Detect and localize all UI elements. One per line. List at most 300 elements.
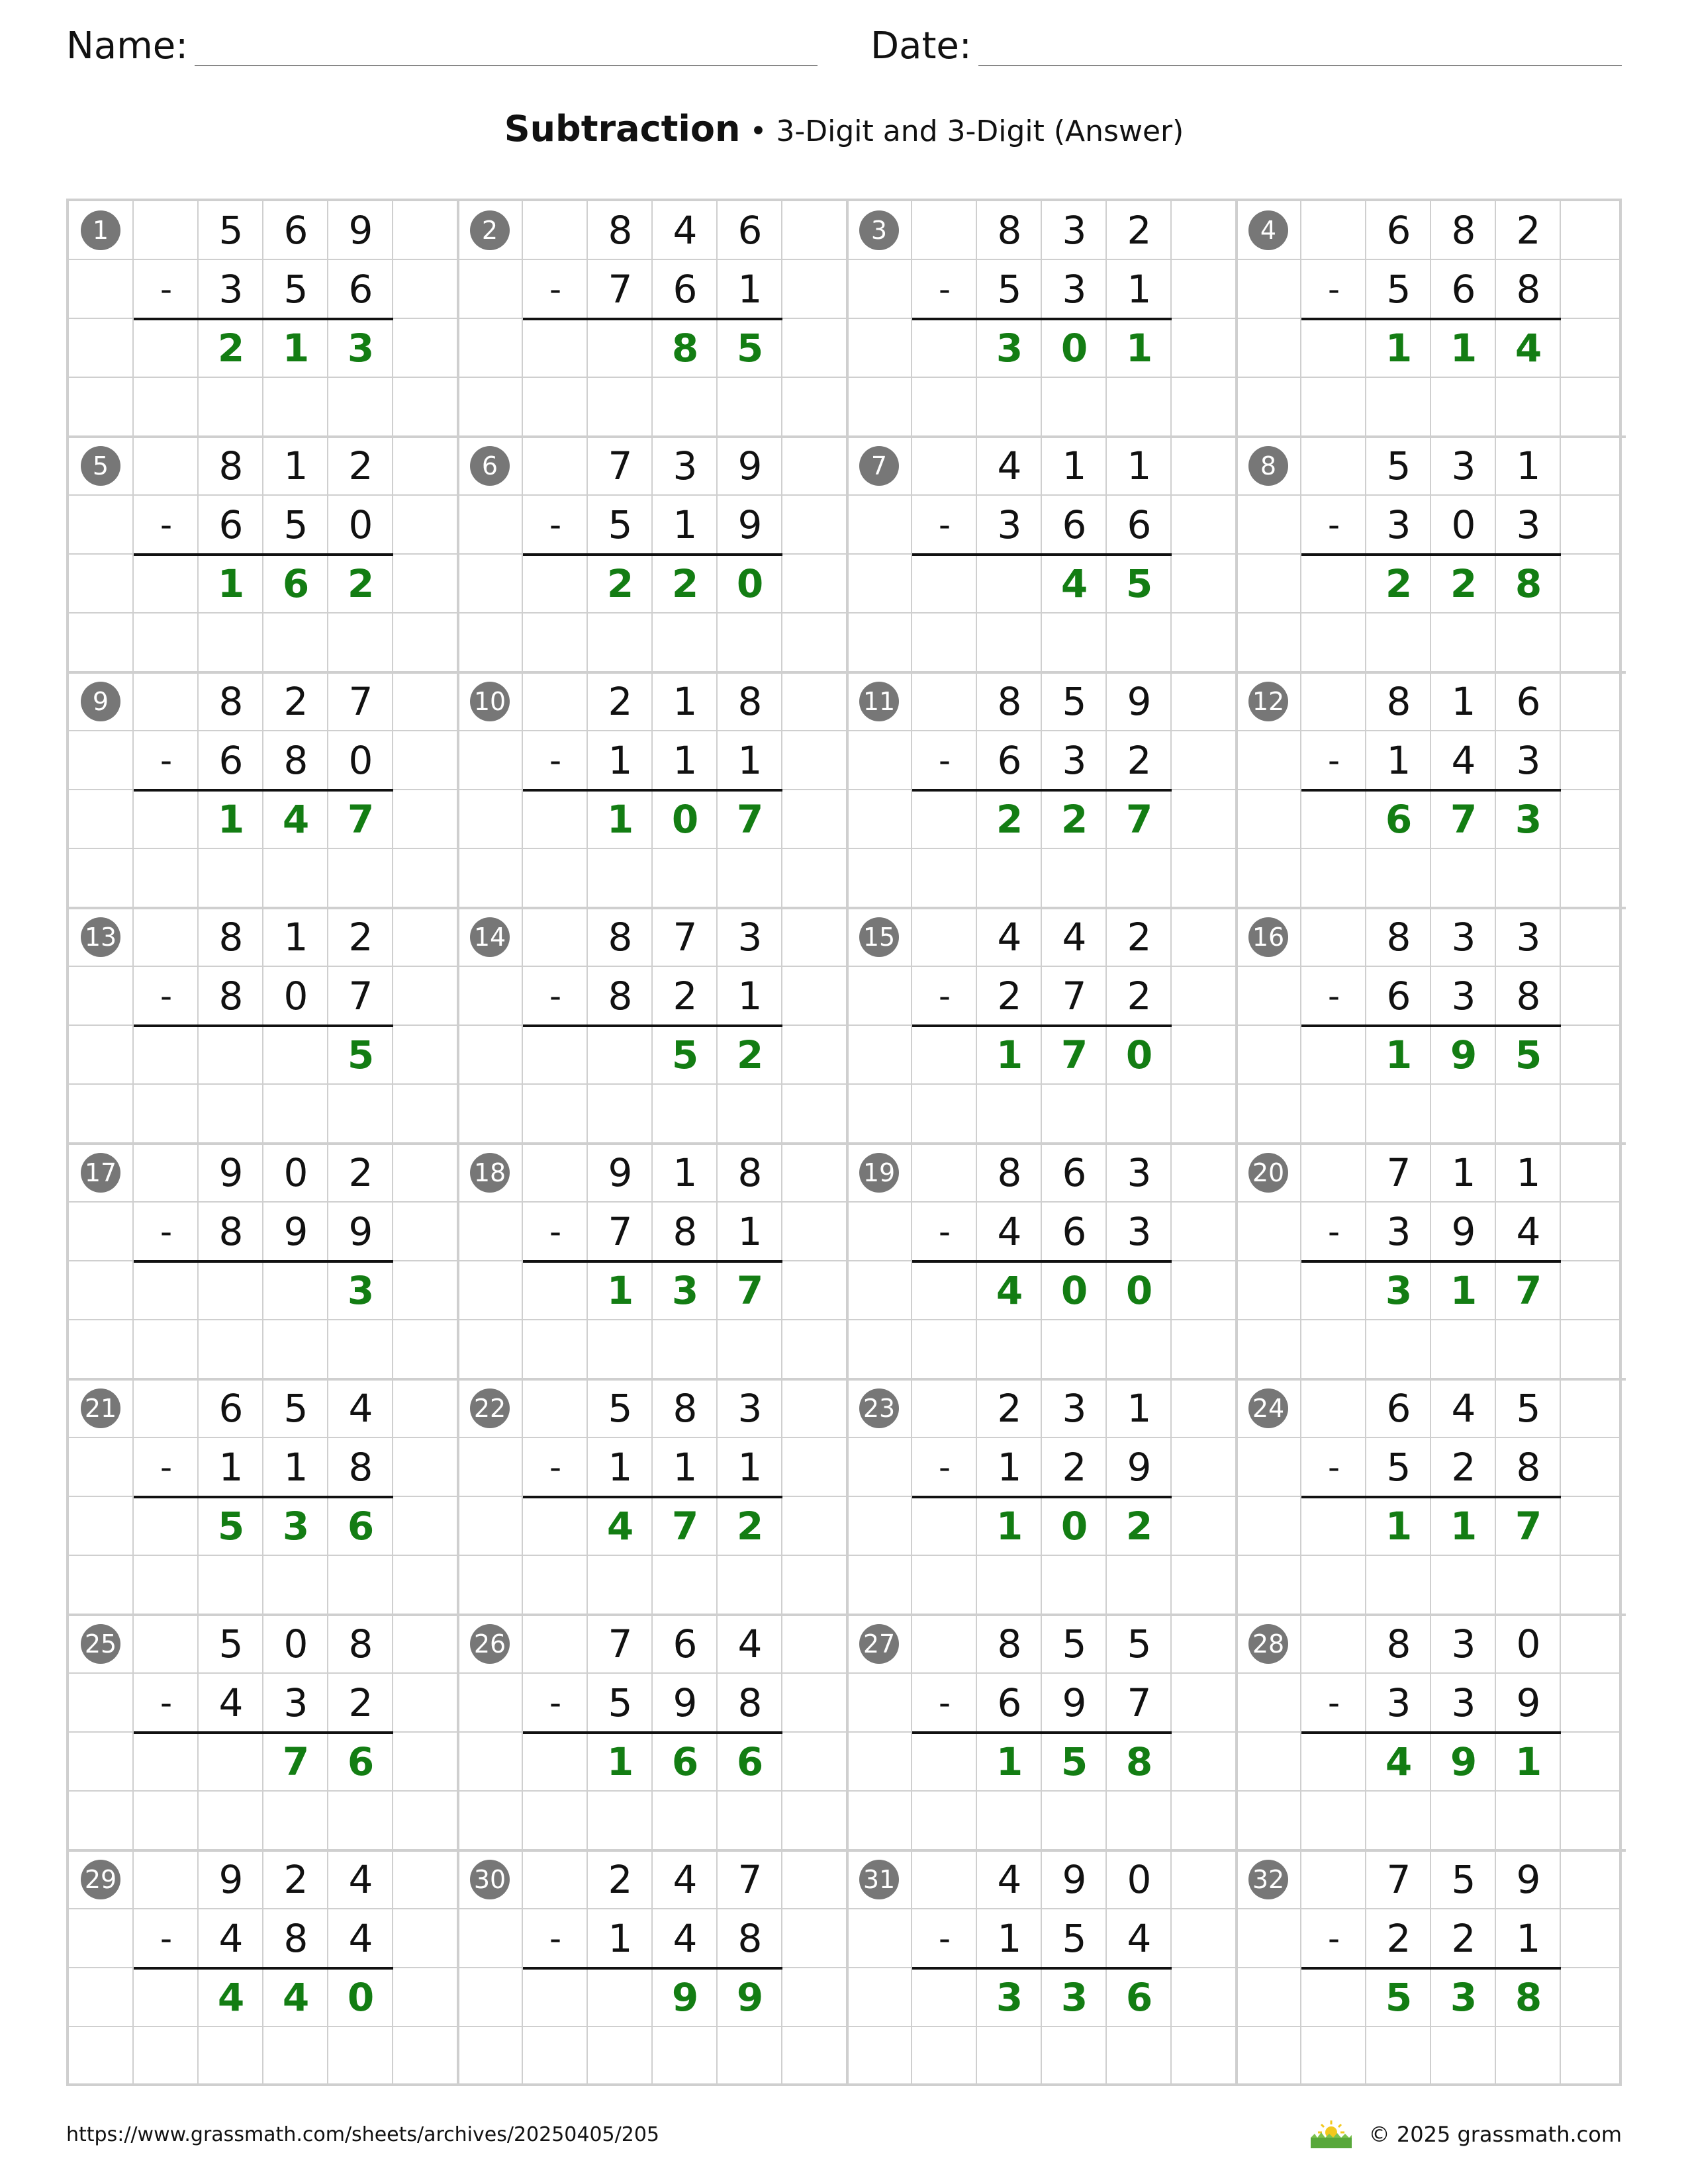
- answer-digit: 3: [347, 1268, 375, 1313]
- minuend-digit: 8: [1451, 208, 1476, 253]
- minuend-digit: 8: [608, 208, 633, 253]
- answer-digit: 5: [1125, 561, 1153, 606]
- problem-number-badge: 14: [470, 917, 510, 957]
- minus-sign: -: [938, 270, 951, 308]
- minuend-digit: 5: [218, 1621, 244, 1666]
- problem-number-badge: 21: [81, 1388, 120, 1428]
- subtrahend-digit: 3: [1516, 502, 1541, 547]
- subtrahend-digit: 4: [1127, 1916, 1152, 1961]
- answer-line: [912, 1260, 1172, 1263]
- answer-digit: 1: [996, 1504, 1023, 1549]
- subtrahend-digit: 8: [218, 1209, 244, 1254]
- subtrahend-digit: 8: [1516, 974, 1541, 1019]
- answer-digit: 1: [217, 797, 245, 842]
- answer-line: [523, 1024, 782, 1027]
- minus-sign: -: [549, 270, 562, 308]
- answer-digit: 1: [1385, 326, 1413, 371]
- answer-line: [912, 318, 1172, 320]
- subtrahend-digit: 3: [1386, 1209, 1411, 1254]
- answer-digit: 9: [736, 1975, 764, 2020]
- answer-digit: 5: [347, 1032, 375, 1077]
- minuend-digit: 8: [608, 915, 633, 960]
- date-field: [870, 20, 1622, 73]
- minus-sign: -: [938, 977, 951, 1015]
- subtrahend-digit: 5: [1062, 1916, 1087, 1961]
- subtrahend-digit: 2: [1451, 1916, 1476, 1961]
- minuend-digit: 9: [1127, 679, 1152, 724]
- answer-line: [1301, 553, 1561, 556]
- problem-number-badge: 12: [1248, 682, 1288, 721]
- answer-digit: 6: [347, 1504, 375, 1549]
- minuend-digit: 2: [608, 1857, 633, 1902]
- problem: [458, 672, 847, 908]
- minus-sign: -: [938, 741, 951, 780]
- footer-url: https://www.grassmath.com/sheets/archives/20250405/205: [66, 2123, 660, 2146]
- problem: [1237, 1144, 1626, 1379]
- answer-digit: 5: [671, 1032, 699, 1077]
- problem-number-badge: 32: [1248, 1860, 1288, 1899]
- answer-digit: 1: [1385, 1032, 1413, 1077]
- page-title: [0, 106, 1688, 161]
- answer-digit: 7: [736, 797, 764, 842]
- problem-divider: [846, 908, 849, 1144]
- minuend-digit: 3: [1516, 915, 1541, 960]
- minuend-digit: 5: [218, 208, 244, 253]
- subtrahend-digit: 8: [673, 1209, 698, 1254]
- minus-sign: -: [938, 1212, 951, 1251]
- minuend-digit: 4: [997, 443, 1022, 488]
- problem-number-badge: 25: [81, 1624, 120, 1664]
- answer-digit: 4: [1515, 326, 1542, 371]
- problem: [69, 437, 458, 672]
- subtrahend-digit: 6: [218, 738, 244, 783]
- problem-number-badge: 7: [859, 446, 899, 486]
- answer-digit: 1: [1515, 1739, 1542, 1784]
- answer-line: [523, 1496, 782, 1498]
- minuend-digit: 8: [218, 915, 244, 960]
- subtrahend-digit: 6: [1062, 502, 1087, 547]
- name-field: [66, 20, 818, 73]
- subtrahend-digit: 1: [608, 1445, 633, 1490]
- minuend-digit: 4: [348, 1857, 373, 1902]
- minus-sign: -: [160, 1684, 173, 1722]
- minuend-digit: 2: [997, 1386, 1022, 1431]
- problem: [1237, 437, 1626, 672]
- answer-digit: 1: [996, 1739, 1023, 1784]
- answer-line: [912, 789, 1172, 792]
- subtrahend-digit: 1: [608, 738, 633, 783]
- minus-sign: -: [1327, 1212, 1340, 1251]
- minuend-digit: 3: [1062, 208, 1087, 253]
- answer-digit: 2: [1385, 561, 1413, 606]
- answer-digit: 1: [1125, 326, 1153, 371]
- problem-number-badge: 15: [859, 917, 899, 957]
- problem-divider: [1235, 1144, 1238, 1379]
- answer-digit: 0: [1060, 1504, 1088, 1549]
- answer-digit: 2: [347, 561, 375, 606]
- minuend-digit: 1: [1516, 443, 1541, 488]
- problem-divider: [846, 1850, 849, 2086]
- minuend-digit: 7: [608, 1621, 633, 1666]
- problem-number-badge: 29: [81, 1860, 120, 1899]
- subtrahend-digit: 6: [997, 1680, 1022, 1725]
- subtrahend-digit: 6: [1062, 1209, 1087, 1254]
- minuend-digit: 4: [673, 1857, 698, 1902]
- answer-line: [1301, 1260, 1561, 1263]
- problem-divider: [457, 908, 459, 1144]
- answer-line: [523, 553, 782, 556]
- name-label: Name:: [66, 24, 189, 68]
- answer-line: [912, 1024, 1172, 1027]
- subtrahend-digit: 4: [348, 1916, 373, 1961]
- minuend-digit: 9: [608, 1150, 633, 1195]
- minuend-digit: 4: [348, 1386, 373, 1431]
- minuend-digit: 5: [1451, 1857, 1476, 1902]
- minuend-digit: 1: [283, 915, 308, 960]
- minuend-digit: 6: [1516, 679, 1541, 724]
- subtrahend-digit: 9: [1451, 1209, 1476, 1254]
- minus-sign: -: [549, 741, 562, 780]
- answer-digit: 6: [736, 1739, 764, 1784]
- answer-line: [134, 318, 393, 320]
- problem-number-badge: 18: [470, 1153, 510, 1193]
- subtrahend-digit: 1: [997, 1445, 1022, 1490]
- subtrahend-digit: 5: [608, 502, 633, 547]
- answer-digit: 7: [1515, 1504, 1542, 1549]
- worksheet-grid: [66, 199, 1622, 2086]
- problem-number-badge: 30: [470, 1860, 510, 1899]
- subtrahend-digit: 7: [608, 267, 633, 312]
- minuend-digit: 8: [1386, 1621, 1411, 1666]
- minus-sign: -: [160, 1212, 173, 1251]
- subtrahend-digit: 1: [737, 738, 763, 783]
- subtrahend-digit: 6: [218, 502, 244, 547]
- subtrahend-digit: 1: [737, 267, 763, 312]
- problem-number-badge: 11: [859, 682, 899, 721]
- minus-sign: -: [160, 270, 173, 308]
- minuend-digit: 2: [283, 1857, 308, 1902]
- answer-digit: 6: [671, 1739, 699, 1784]
- problem: [69, 1379, 458, 1615]
- minuend-digit: 8: [218, 443, 244, 488]
- minuend-digit: 6: [1386, 208, 1411, 253]
- minuend-digit: 5: [1062, 1621, 1087, 1666]
- answer-digit: 9: [671, 1975, 699, 2020]
- minuend-digit: 3: [737, 1386, 763, 1431]
- problem: [1237, 1615, 1626, 1850]
- subtrahend-digit: 8: [737, 1680, 763, 1725]
- subtrahend-digit: 4: [218, 1680, 244, 1725]
- minuend-digit: 0: [283, 1621, 308, 1666]
- footer-copyright: © 2025 grassmath.com: [1368, 2122, 1622, 2147]
- answer-line: [523, 789, 782, 792]
- subtrahend-digit: 1: [737, 1209, 763, 1254]
- problem-number-badge: 20: [1248, 1153, 1288, 1193]
- minus-sign: -: [549, 977, 562, 1015]
- minuend-digit: 6: [1062, 1150, 1087, 1195]
- problem-number-badge: 13: [81, 917, 120, 957]
- minuend-digit: 8: [737, 1150, 763, 1195]
- problem: [1237, 1850, 1626, 2086]
- problem-divider: [457, 1615, 459, 1850]
- problem-number-badge: 9: [81, 682, 120, 721]
- subtrahend-digit: 8: [1516, 1445, 1541, 1490]
- problem-number-badge: 19: [859, 1153, 899, 1193]
- minus-sign: -: [549, 1919, 562, 1958]
- problem-divider: [457, 437, 459, 672]
- problem-divider: [457, 1850, 459, 2086]
- subtrahend-digit: 8: [737, 1916, 763, 1961]
- footer-brand: [1308, 2118, 1622, 2151]
- answer-digit: 7: [1450, 797, 1477, 842]
- minuend-digit: 8: [997, 208, 1022, 253]
- date-line: [978, 20, 1622, 66]
- subtrahend-digit: 1: [283, 1445, 308, 1490]
- subtrahend-digit: 8: [283, 1916, 308, 1961]
- problem: [69, 1850, 458, 2086]
- answer-digit: 1: [282, 326, 310, 371]
- answer-digit: 4: [282, 797, 310, 842]
- subtrahend-digit: 1: [737, 974, 763, 1019]
- problem: [69, 1144, 458, 1379]
- subtrahend-digit: 6: [1451, 267, 1476, 312]
- subtrahend-digit: 1: [1127, 267, 1152, 312]
- minus-sign: -: [160, 977, 173, 1015]
- answer-digit: 7: [671, 1504, 699, 1549]
- answer-digit: 2: [217, 326, 245, 371]
- minuend-digit: 8: [737, 679, 763, 724]
- minuend-digit: 1: [1127, 1386, 1152, 1431]
- minuend-digit: 6: [737, 208, 763, 253]
- subtrahend-digit: 2: [673, 974, 698, 1019]
- minuend-digit: 0: [1127, 1857, 1152, 1902]
- answer-digit: 5: [1385, 1975, 1413, 2020]
- answer-digit: 3: [1515, 797, 1542, 842]
- subtrahend-digit: 2: [348, 1680, 373, 1725]
- answer-line: [523, 1731, 782, 1734]
- answer-digit: 8: [1515, 1975, 1542, 2020]
- answer-line: [523, 1260, 782, 1263]
- answer-line: [134, 1260, 393, 1263]
- answer-line: [912, 1496, 1172, 1498]
- minuend-digit: 6: [673, 1621, 698, 1666]
- answer-digit: 4: [282, 1975, 310, 2020]
- subtrahend-digit: 8: [608, 974, 633, 1019]
- answer-digit: 3: [1385, 1268, 1413, 1313]
- problem-divider: [1235, 1850, 1238, 2086]
- minuend-digit: 5: [1386, 443, 1411, 488]
- answer-digit: 9: [1450, 1739, 1477, 1784]
- minuend-digit: 2: [1127, 208, 1152, 253]
- problem-number-badge: 8: [1248, 446, 1288, 486]
- answer-line: [1301, 1731, 1561, 1734]
- answer-digit: 1: [606, 1268, 634, 1313]
- problem-divider: [846, 672, 849, 908]
- minuend-digit: 5: [608, 1386, 633, 1431]
- problem-divider: [457, 1379, 459, 1615]
- minuend-digit: 4: [1062, 915, 1087, 960]
- minuend-digit: 1: [1451, 1150, 1476, 1195]
- subtrahend-digit: 0: [348, 502, 373, 547]
- minuend-digit: 3: [1451, 1621, 1476, 1666]
- minuend-digit: 7: [608, 443, 633, 488]
- subtrahend-digit: 9: [737, 502, 763, 547]
- answer-digit: 4: [1385, 1739, 1413, 1784]
- minus-sign: -: [1327, 977, 1340, 1015]
- answer-line: [1301, 1496, 1561, 1498]
- problem-divider: [846, 1615, 849, 1850]
- subtrahend-digit: 8: [348, 1445, 373, 1490]
- answer-digit: 1: [606, 797, 634, 842]
- answer-digit: 8: [1515, 561, 1542, 606]
- subtrahend-digit: 5: [283, 502, 308, 547]
- answer-digit: 3: [996, 1975, 1023, 2020]
- answer-digit: 1: [996, 1032, 1023, 1077]
- subtrahend-digit: 1: [997, 1916, 1022, 1961]
- minuend-digit: 3: [1062, 1386, 1087, 1431]
- problem-divider: [846, 437, 849, 672]
- subtrahend-digit: 0: [1451, 502, 1476, 547]
- problem: [69, 908, 458, 1144]
- minuend-digit: 4: [1451, 1386, 1476, 1431]
- minuend-digit: 2: [348, 443, 373, 488]
- answer-digit: 4: [1060, 561, 1088, 606]
- minus-sign: -: [160, 506, 173, 544]
- minuend-digit: 1: [1127, 443, 1152, 488]
- problem-number-badge: 4: [1248, 210, 1288, 250]
- minuend-digit: 9: [218, 1857, 244, 1902]
- answer-digit: 0: [347, 1975, 375, 2020]
- subtrahend-digit: 3: [1386, 1680, 1411, 1725]
- minus-sign: -: [1327, 741, 1340, 780]
- subtrahend-digit: 7: [348, 974, 373, 1019]
- minuend-digit: 7: [1386, 1857, 1411, 1902]
- problem: [847, 437, 1237, 672]
- problem: [847, 1615, 1237, 1850]
- minus-sign: -: [1327, 506, 1340, 544]
- problem-number-badge: 16: [1248, 917, 1288, 957]
- problem: [847, 1144, 1237, 1379]
- problem-divider: [457, 1144, 459, 1379]
- answer-line: [912, 1967, 1172, 1970]
- subtrahend-digit: 3: [997, 502, 1022, 547]
- minuend-digit: 7: [1386, 1150, 1411, 1195]
- minus-sign: -: [1327, 270, 1340, 308]
- problem-divider: [846, 201, 849, 437]
- answer-digit: 4: [606, 1504, 634, 1549]
- problem-divider: [1235, 1615, 1238, 1850]
- answer-digit: 3: [1450, 1975, 1477, 2020]
- date-label: Date:: [870, 24, 972, 68]
- subtrahend-digit: 3: [1062, 738, 1087, 783]
- answer-digit: 0: [736, 561, 764, 606]
- subtrahend-digit: 2: [1386, 1916, 1411, 1961]
- subtrahend-digit: 1: [737, 1445, 763, 1490]
- problem-number-badge: 6: [470, 446, 510, 486]
- problem-divider: [1235, 201, 1238, 437]
- answer-digit: 1: [217, 561, 245, 606]
- problem-number-badge: 17: [81, 1153, 120, 1193]
- minus-sign: -: [549, 1684, 562, 1722]
- answer-digit: 5: [1515, 1032, 1542, 1077]
- minus-sign: -: [549, 1212, 562, 1251]
- minuend-digit: 1: [673, 1150, 698, 1195]
- subtrahend-digit: 2: [1451, 1445, 1476, 1490]
- answer-digit: 1: [1450, 1268, 1477, 1313]
- problem: [458, 201, 847, 437]
- answer-digit: 3: [996, 326, 1023, 371]
- minuend-digit: 7: [673, 915, 698, 960]
- minus-sign: -: [549, 1448, 562, 1486]
- problem: [69, 672, 458, 908]
- answer-digit: 2: [671, 561, 699, 606]
- answer-digit: 3: [1060, 1975, 1088, 2020]
- subtrahend-digit: 7: [1127, 1680, 1152, 1725]
- problem-number-badge: 23: [859, 1388, 899, 1428]
- problem: [458, 1615, 847, 1850]
- subtrahend-digit: 2: [997, 974, 1022, 1019]
- problem-divider: [846, 1379, 849, 1615]
- subtrahend-digit: 6: [997, 738, 1022, 783]
- problem-divider: [1235, 672, 1238, 908]
- answer-digit: 4: [217, 1975, 245, 2020]
- answer-digit: 6: [1125, 1975, 1153, 2020]
- minuend-digit: 1: [1516, 1150, 1541, 1195]
- problem-number-badge: 28: [1248, 1624, 1288, 1664]
- subtrahend-digit: 9: [1127, 1445, 1152, 1490]
- minuend-digit: 9: [1062, 1857, 1087, 1902]
- answer-digit: 3: [671, 1268, 699, 1313]
- answer-line: [134, 553, 393, 556]
- answer-digit: 5: [217, 1504, 245, 1549]
- minuend-digit: 9: [348, 208, 373, 253]
- answer-digit: 6: [347, 1739, 375, 1784]
- subtrahend-digit: 7: [1062, 974, 1087, 1019]
- answer-digit: 7: [1060, 1032, 1088, 1077]
- answer-line: [1301, 789, 1561, 792]
- problem-number-badge: 27: [859, 1624, 899, 1664]
- minuend-digit: 1: [673, 679, 698, 724]
- minus-sign: -: [160, 741, 173, 780]
- answer-digit: 1: [606, 1739, 634, 1784]
- minus-sign: -: [938, 1919, 951, 1958]
- answer-digit: 7: [1125, 797, 1153, 842]
- name-line: [195, 20, 818, 66]
- minuend-digit: 3: [1451, 915, 1476, 960]
- answer-digit: 5: [736, 326, 764, 371]
- minuend-digit: 1: [283, 443, 308, 488]
- subtrahend-digit: 5: [608, 1680, 633, 1725]
- problem: [458, 1850, 847, 2086]
- answer-digit: 0: [1125, 1032, 1153, 1077]
- subtrahend-digit: 1: [1386, 738, 1411, 783]
- subtrahend-digit: 6: [1386, 974, 1411, 1019]
- subtrahend-digit: 9: [283, 1209, 308, 1254]
- minus-sign: -: [160, 1448, 173, 1486]
- title-subtitle: • 3-Digit and 3-Digit (Answer): [740, 114, 1184, 148]
- problem-divider: [1235, 1379, 1238, 1615]
- answer-digit: 3: [347, 326, 375, 371]
- minuend-digit: 8: [1386, 679, 1411, 724]
- answer-line: [523, 318, 782, 320]
- answer-digit: 2: [996, 797, 1023, 842]
- minus-sign: -: [160, 1919, 173, 1958]
- minuend-digit: 7: [737, 1857, 763, 1902]
- answer-digit: 2: [1125, 1504, 1153, 1549]
- answer-digit: 3: [282, 1504, 310, 1549]
- minuend-digit: 4: [997, 915, 1022, 960]
- answer-line: [523, 1967, 782, 1970]
